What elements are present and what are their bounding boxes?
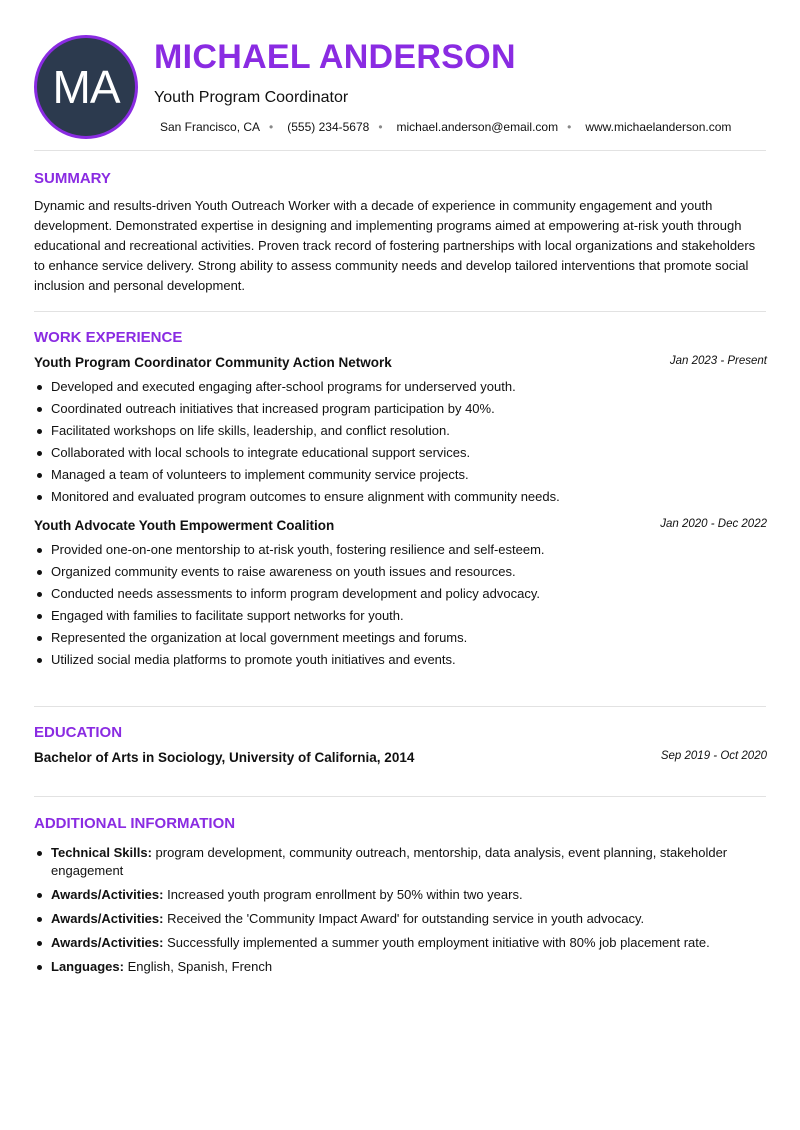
- item-text: program development, community outreach, mentorship, data analysis, event planning, stakeholder engagement: [51, 845, 728, 878]
- education-section: [34, 724, 767, 771]
- list-item: Managed a team of volunteers to implement community service projects.: [34, 464, 767, 486]
- date-range: Jan 2023 - Present: [669, 355, 767, 367]
- list-item: Organized community events to raise awareness on youth issues and resources.: [34, 561, 767, 583]
- list-item: [34, 934, 767, 952]
- bullet-list: [34, 539, 767, 671]
- list-item: Developed and executed engaging after-school programs for underserved youth.: [34, 376, 767, 398]
- item-text: Increased youth program enrollment by 50% within two years.: [163, 887, 523, 902]
- divider: [34, 150, 766, 151]
- website-link[interactable]: www.michaelanderson.com: [585, 120, 732, 134]
- date-range: Jan 2020 - Dec 2022: [660, 518, 767, 530]
- list-item: Provided one-on-one mentorship to at-risk youth, fostering resilience and self-esteem.: [34, 539, 767, 561]
- separator-dot: •: [269, 120, 274, 134]
- item-label: Awards/Activities:: [51, 911, 164, 926]
- list-item: Collaborated with local schools to integrate educational support services.: [34, 442, 767, 464]
- job-header: [34, 355, 767, 370]
- contact-info: [160, 120, 731, 134]
- section-heading: ADDITIONAL INFORMATION: [34, 815, 236, 832]
- candidate-name: MICHAEL ANDERSON: [154, 38, 516, 76]
- divider: [34, 796, 766, 797]
- list-item: Represented the organization at local government meetings and forums.: [34, 627, 767, 649]
- list-item: [34, 958, 767, 976]
- item-label: Awards/Activities:: [51, 887, 164, 902]
- job-title: Youth Program Coordinator: [154, 89, 349, 106]
- item-label: Languages:: [51, 959, 124, 974]
- list-item: Facilitated workshops on life skills, leadership, and conflict resolution.: [34, 420, 767, 442]
- item-text: Successfully implemented a summer youth employment initiative with 80% job placement rate.: [163, 935, 710, 950]
- section-heading: EDUCATION: [34, 724, 123, 741]
- item-label: Technical Skills:: [51, 845, 152, 860]
- item-text: Received the 'Community Impact Award' for outstanding service in youth advocacy.: [163, 911, 645, 926]
- separator-dot: •: [567, 120, 572, 134]
- list-item: Conducted needs assessments to inform program development and policy advocacy.: [34, 583, 767, 605]
- experience-section: [34, 329, 767, 671]
- email-link[interactable]: michael.anderson@email.com: [396, 120, 559, 134]
- list-item: [34, 844, 767, 880]
- education-entry: [34, 750, 767, 765]
- list-item: Monitored and evaluated program outcomes to ensure alignment with community needs.: [34, 486, 767, 508]
- degree: Bachelor of Arts in Sociology, University of California, 2014: [34, 750, 415, 765]
- section-heading: SUMMARY: [34, 170, 111, 187]
- bullet-list: [34, 376, 767, 508]
- additional-section: [34, 815, 767, 982]
- job-header: [34, 518, 767, 533]
- list-item: [34, 910, 767, 928]
- item-label: Awards/Activities:: [51, 935, 164, 950]
- summary-section: [34, 170, 767, 296]
- separator-dot: •: [378, 120, 383, 134]
- job-role: Youth Advocate Youth Empowerment Coalition: [34, 518, 335, 533]
- list-item: Coordinated outreach initiatives that increased program participation by 40%.: [34, 398, 767, 420]
- job-role: Youth Program Coordinator Community Action Network: [34, 355, 392, 370]
- location: San Francisco, CA: [160, 120, 261, 134]
- summary-text: Dynamic and results-driven Youth Outreach Worker with a decade of experience in community engagement and youth development. Demonstrated expertise in designing and implementing programs aimed at empowering at-risk youth through educational and recreational activities. Proven track record of fostering partnerships with local organizations and stakeholders to enhance service delivery. Strong ability to assess community needs and develop tailored interventions that promote social inclusion and personal development.: [34, 198, 756, 293]
- phone: (555) 234-5678: [287, 120, 370, 134]
- divider: [34, 311, 766, 312]
- list-item: Engaged with families to facilitate support networks for youth.: [34, 605, 767, 627]
- job-entry: [34, 355, 767, 508]
- divider: [34, 706, 766, 707]
- list-item: [34, 886, 767, 904]
- item-text: English, Spanish, French: [123, 959, 273, 974]
- job-entry: [34, 518, 767, 671]
- section-heading: WORK EXPERIENCE: [34, 329, 183, 346]
- avatar: MA: [34, 35, 138, 139]
- list-item: Utilized social media platforms to promote youth initiatives and events.: [34, 649, 767, 671]
- date-range: Sep 2019 - Oct 2020: [660, 750, 767, 762]
